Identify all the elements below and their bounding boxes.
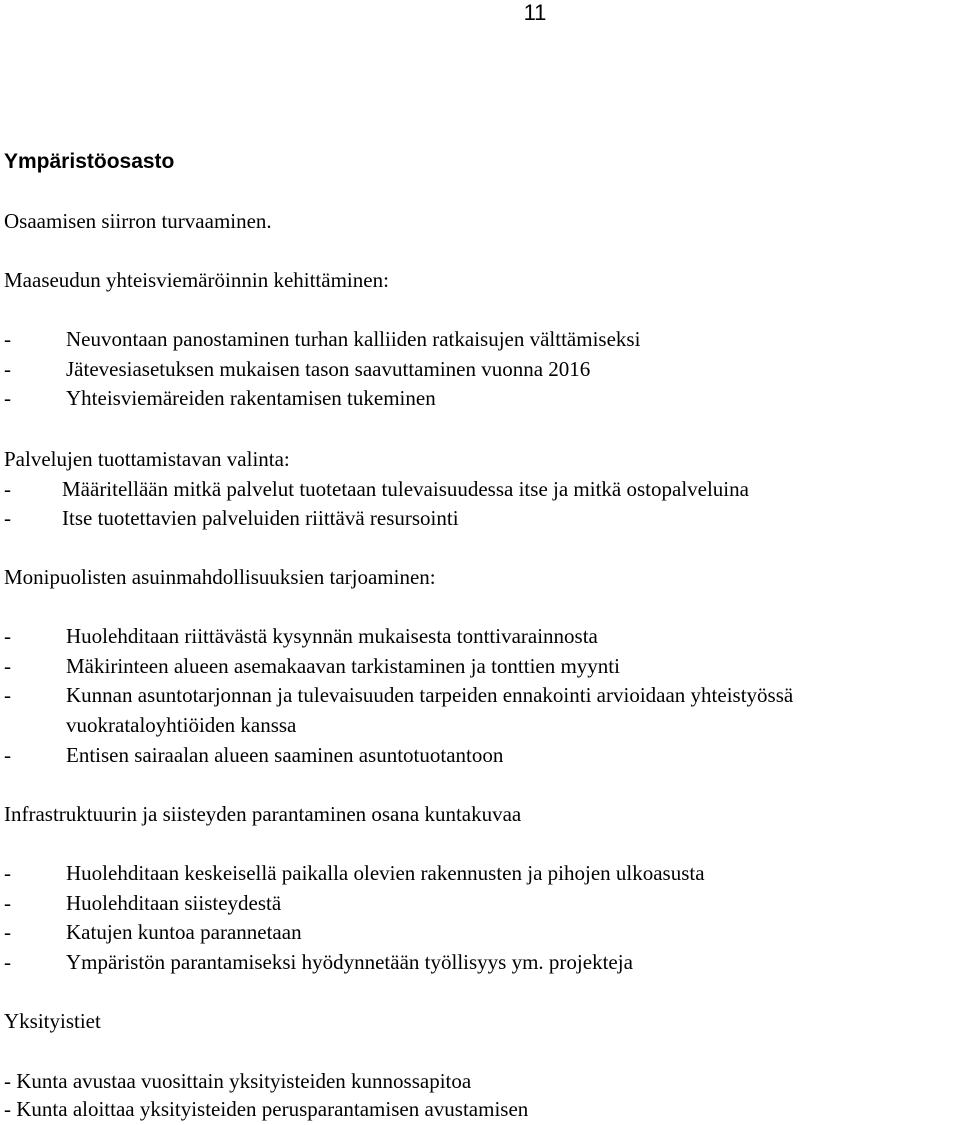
bullet-dash: - — [4, 891, 11, 915]
list-item — [0, 383, 960, 413]
list-item — [0, 503, 960, 533]
list-item — [0, 858, 960, 888]
list-item — [0, 354, 960, 384]
bullet-dash: - — [4, 950, 11, 974]
section-title-housing: Monipuolisten asuinmahdollisuuksien tarjoaminen: — [4, 565, 436, 589]
list-item — [0, 680, 960, 710]
list-item — [0, 917, 960, 947]
list-item — [0, 651, 960, 681]
bullet-dash: - — [4, 920, 11, 944]
list-item-text: Itse tuotettavien palveluiden riittävä resursointi — [62, 506, 459, 530]
list-item-text: Katujen kuntoa parannetaan — [66, 920, 302, 944]
bullet-dash: - — [4, 327, 11, 351]
list-item-text: Yhteisviemäreiden rakentamisen tukeminen — [66, 386, 436, 410]
list-item-text: vuokrataloyhtiöiden kanssa — [66, 713, 297, 737]
section-title-private-roads: Yksityistiet — [4, 1009, 101, 1033]
list-item — [0, 947, 960, 977]
bullet-dash: - — [4, 386, 11, 410]
section-title-services: Palvelujen tuottamistavan valinta: — [4, 447, 290, 471]
list-item-text: Määritellään mitkä palvelut tuotetaan tulevaisuudessa itse ja mitkä ostopalveluina — [62, 477, 749, 501]
bullet-dash: - — [4, 654, 11, 678]
list-item-text: Kunnan asuntotarjonnan ja tulevaisuuden tarpeiden ennakointi arvioidaan yhteistyössä — [66, 683, 794, 707]
list-item-text: Huolehditaan riittävästä kysynnän mukaisesta tonttivarainnosta — [66, 624, 598, 648]
bullet-dash: - — [4, 506, 11, 530]
list-item-text: Mäkirinteen alueen asemakaavan tarkistaminen ja tonttien myynti — [66, 654, 620, 678]
list-item-text: Neuvontaan panostaminen turhan kalliiden ratkaisujen välttämiseksi — [66, 327, 641, 351]
bullet-dash: - — [4, 357, 11, 381]
bullet-dash: - — [4, 861, 11, 885]
list-item — [0, 888, 960, 918]
list-item: - Kunta avustaa vuosittain yksityisteiden kunnossapitoa — [4, 1069, 472, 1093]
list-item — [0, 474, 960, 504]
list-item — [0, 740, 960, 770]
section-title-infrastructure: Infrastruktuurin ja siisteyden parantaminen osana kuntakuvaa — [4, 802, 522, 826]
bullet-dash: - — [4, 743, 11, 767]
list-item-text: Huolehditaan siisteydestä — [66, 891, 282, 915]
intro-text: Osaamisen siirron turvaaminen. — [4, 209, 272, 233]
bullet-dash: - — [4, 683, 11, 707]
list-item — [0, 621, 960, 651]
page-number: 11 — [523, 0, 547, 25]
section-title-sewerage: Maaseudun yhteisviemäröinnin kehittäminen: — [4, 268, 389, 292]
list-item-text: Entisen sairaalan alueen saaminen asuntotuotantoon — [66, 743, 504, 767]
list-item-text: Jätevesiasetuksen mukaisen tason saavuttaminen vuonna 2016 — [66, 357, 591, 381]
bullet-dash: - — [4, 624, 11, 648]
list-item-continuation — [0, 710, 960, 740]
bullet-dash: - — [4, 477, 11, 501]
list-item: - Kunta aloittaa yksityisteiden perusparantamisen avustamisen — [4, 1097, 529, 1121]
list-item-text: Ympäristön parantamiseksi hyödynnetään työllisyys ym. projekteja — [66, 950, 633, 974]
list-item-text: Huolehditaan keskeisellä paikalla olevien rakennusten ja pihojen ulkoasusta — [66, 861, 705, 885]
list-item — [0, 324, 960, 354]
document-heading: Ympäristöosasto — [4, 150, 175, 173]
